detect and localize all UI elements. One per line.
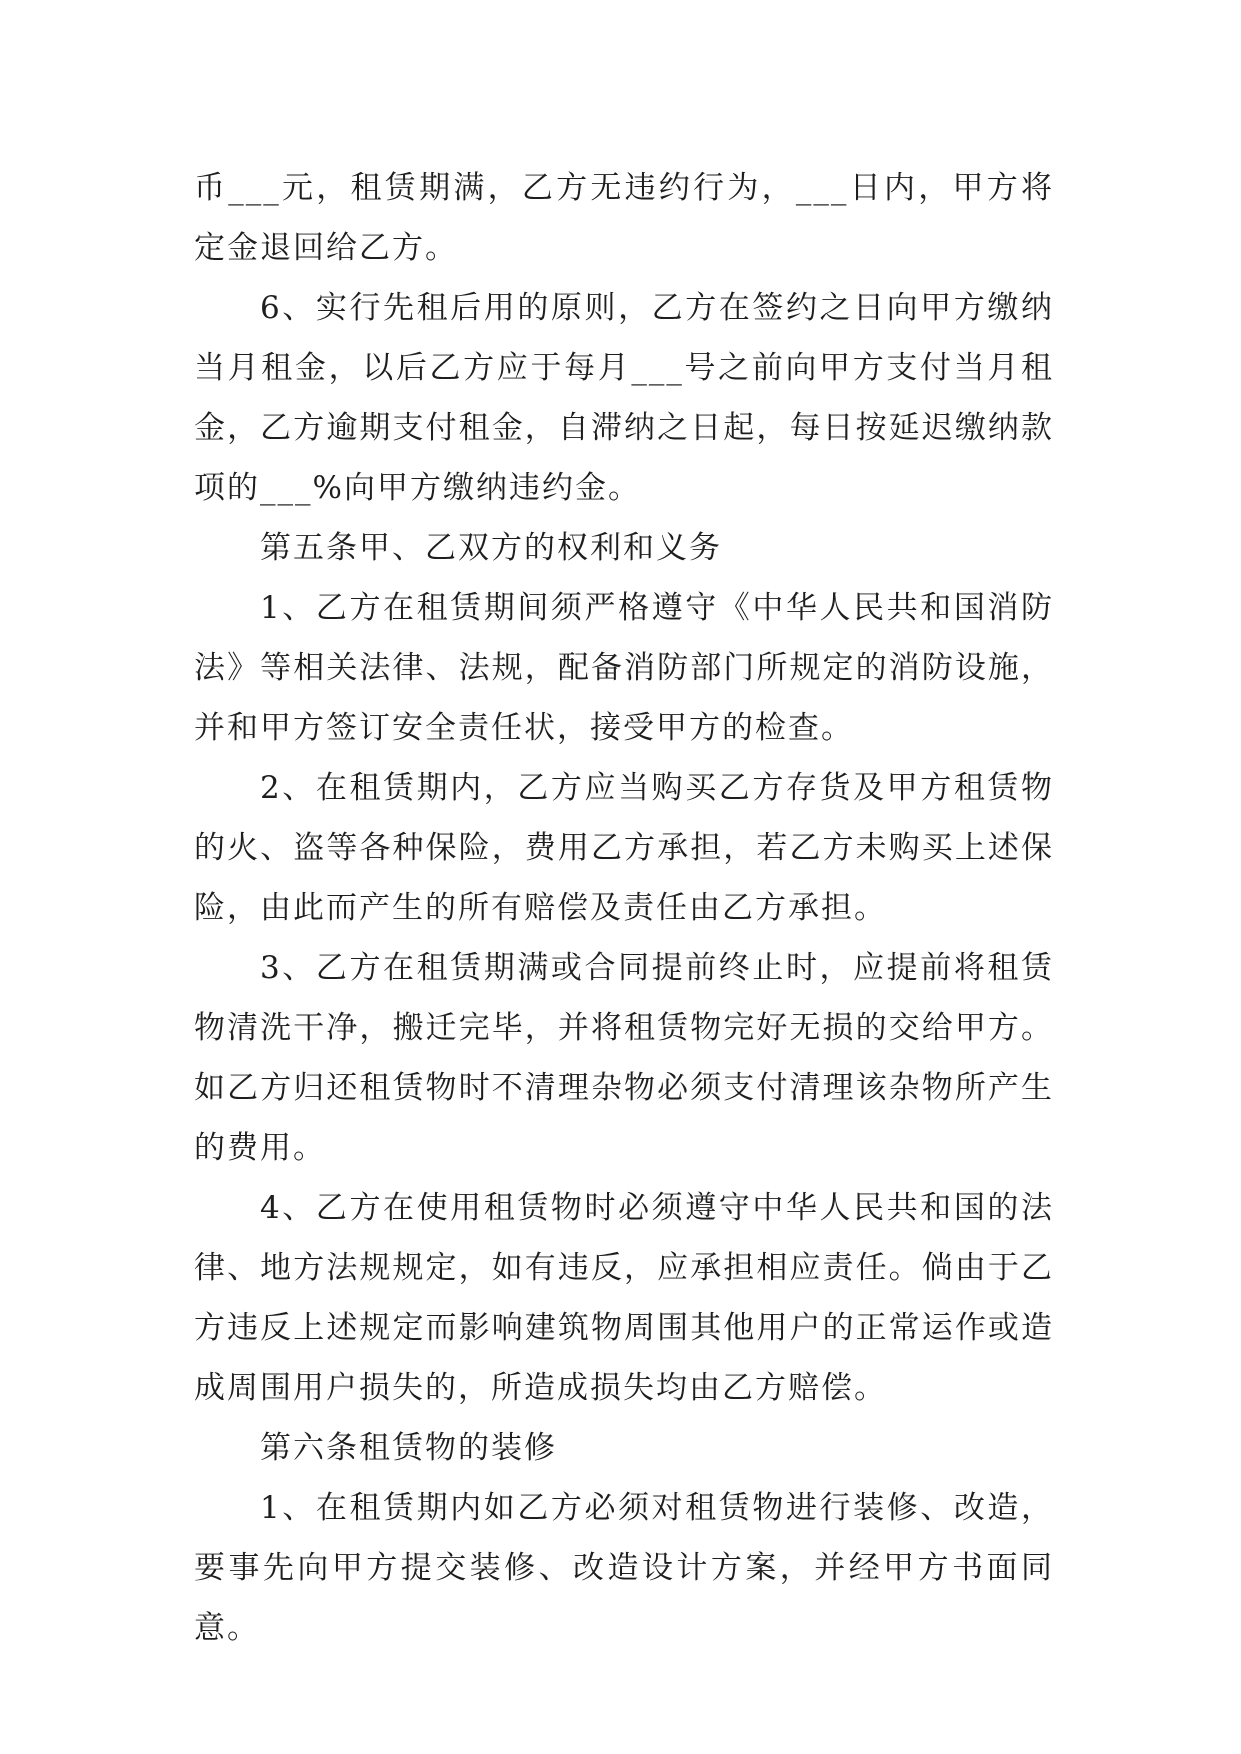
paragraph-renovation: 1、在租赁期内如乙方必须对租赁物进行装修、改造，要事先向甲方提交装修、改造设计方案，并经甲方书面同意。 <box>194 1490 1054 1646</box>
paragraph-return-premises: 3、乙方在租赁期满或合同提前终止时，应提前将租赁物清洗干净，搬迁完毕，并将租赁物完好无损的交给甲方。如乙方归还租赁物时不清理杂物必须支付清理该杂物所产生的费用。 <box>194 950 1054 1166</box>
paragraph-insurance: 2、在租赁期内，乙方应当购买乙方存货及甲方租赁物的火、盗等各种保险，费用乙方承担，若乙方未购买上述保险，由此而产生的所有赔偿及责任由乙方承担。 <box>194 770 1054 926</box>
paragraph-deposit-refund: 币___元，租赁期满，乙方无违约行为，___日内，甲方将定金退回给乙方。 <box>194 170 1054 266</box>
article-five-heading: 第五条甲、乙双方的权利和义务 <box>260 530 722 566</box>
article-six-heading: 第六条租赁物的装修 <box>260 1430 557 1466</box>
paragraph-fire-safety: 1、乙方在租赁期间须严格遵守《中华人民共和国消防法》等相关法律、法规，配备消防部门所规定的消防设施，并和甲方签订安全责任状，接受甲方的检查。 <box>194 590 1054 746</box>
paragraph-rent-payment: 6、实行先租后用的原则，乙方在签约之日向甲方缴纳当月租金，以后乙方应于每月___号之前向甲方支付当月租金，乙方逾期支付租金，自滞纳之日起，每日按延迟缴纳款项的___%向甲方缴纳违约金。 <box>194 290 1054 506</box>
paragraph-legal-compliance: 4、乙方在使用租赁物时必须遵守中华人民共和国的法律、地方法规规定，如有违反，应承担相应责任。倘由于乙方违反上述规定而影响建筑物周围其他用户的正常运作或造成周围用户损失的，所造成损失均由乙方赔偿。 <box>194 1190 1054 1406</box>
document-body <box>194 158 1054 1658</box>
